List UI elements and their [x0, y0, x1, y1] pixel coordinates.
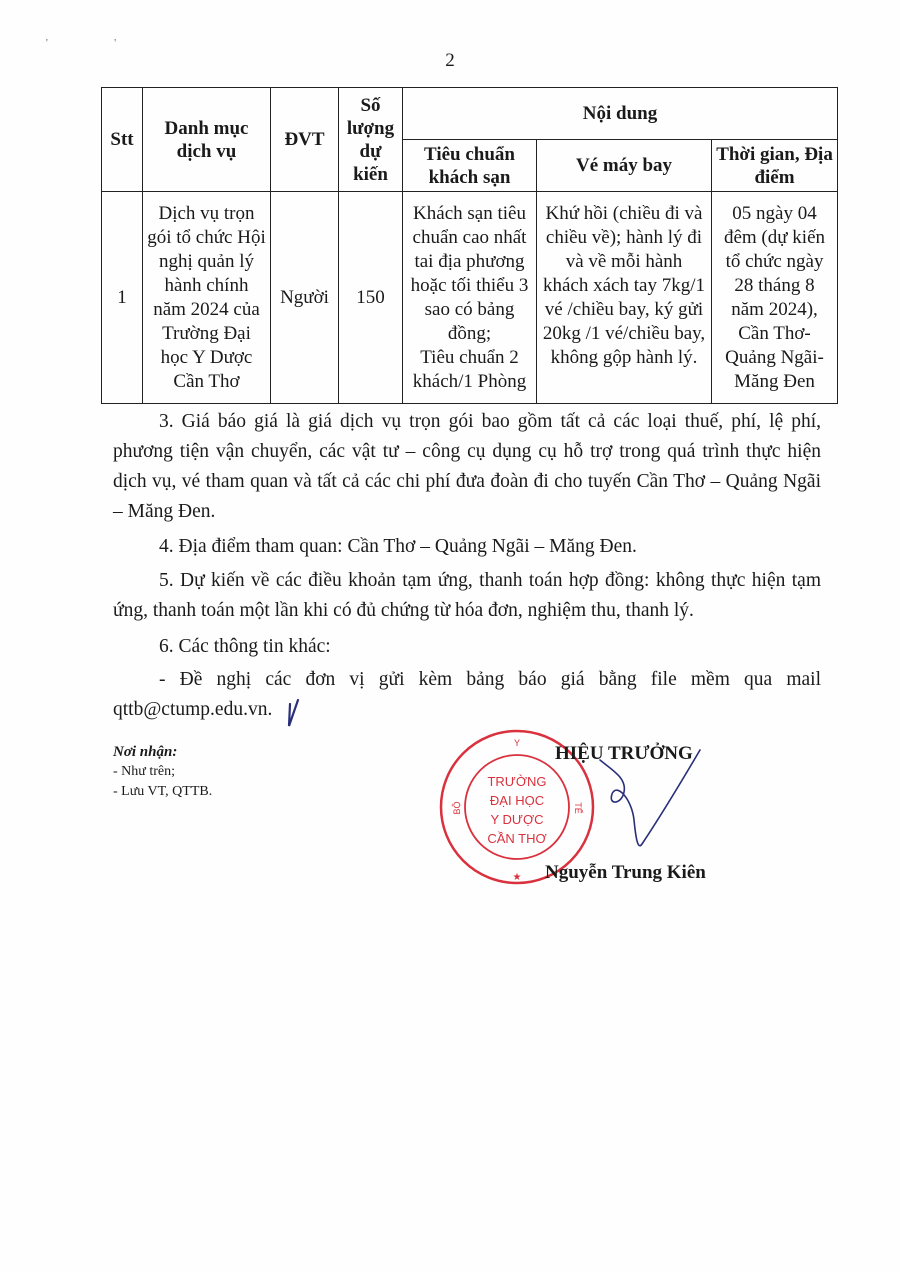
cell-category: Dịch vụ trọn gói tổ chức Hội nghị quản lý hành chính năm 2024 của Trường Đại học Y Dược Cần Thơ	[143, 192, 271, 404]
svg-text:Y: Y	[513, 738, 521, 748]
service-table	[101, 87, 838, 404]
recipient-item: - Như trên;	[113, 764, 176, 779]
cell-stt: 1	[102, 192, 143, 404]
header-category: Danh mục dịch vụ	[143, 88, 271, 192]
cell-time-place: 05 ngày 04 đêm (dự kiến tổ chức ngày 28 tháng 8 năm 2024), Cần Thơ- Quảng Ngãi- Măng Đen	[712, 192, 838, 404]
scan-specks: ' '	[46, 38, 149, 49]
paragraph-6: 6. Các thông tin khác:	[159, 636, 331, 657]
initial-mark-icon	[285, 696, 301, 732]
cell-hotel-line2: Tiêu chuẩn 2 khách/1 Phòng	[412, 347, 527, 392]
svg-text:BỘ: BỘ	[452, 801, 462, 815]
svg-text:ĐẠI HỌC: ĐẠI HỌC	[489, 793, 545, 808]
svg-text:Y DƯỢC: Y DƯỢC	[490, 812, 544, 827]
cell-unit: Người	[271, 192, 339, 404]
header-stt: Stt	[102, 88, 143, 192]
handwritten-signature	[572, 740, 722, 860]
signature-title: HIỆU TRƯỞNG	[555, 743, 693, 764]
recipients-label: Nơi nhận:	[113, 744, 178, 760]
header-time-place: Thời gian, Địa điểm	[712, 140, 838, 192]
svg-text:CẦN THƠ: CẦN THƠ	[487, 831, 547, 846]
header-quantity: Số lượng dự kiến	[339, 88, 403, 192]
cell-flight: Khứ hồi (chiều đi và chiều về); hành lý đi và về mỗi hành khách xách tay 7kg/1 vé /chiều bay, ký gửi 20kg /1 vé/chiều bay, không gộp hành lý.	[537, 192, 712, 404]
header-unit: ĐVT	[271, 88, 339, 192]
recipient-item: - Lưu VT, QTTB.	[113, 784, 213, 799]
header-content: Nội dung	[403, 88, 838, 140]
svg-text:TẾ: TẾ	[573, 802, 583, 814]
cell-quantity: 150	[339, 192, 403, 404]
recipients-block	[113, 742, 212, 802]
table-row	[102, 192, 838, 404]
cell-hotel	[403, 192, 537, 404]
paragraph-5: 5. Dự kiến về các điều khoản tạm ứng, thanh toán hợp đồng: không thực hiện tạm ứng, thanh toán một lần khi có đủ chứng từ hóa đơn, nghiệm thu, thanh lý.	[113, 570, 821, 621]
table-header-row	[102, 88, 838, 140]
cell-hotel-line1: Khách sạn tiêu chuẩn cao nhất tai địa phương hoặc tối thiểu 3 sao có bảng đồng;	[410, 203, 529, 344]
signer-name: Nguyễn Trung Kiên	[545, 862, 706, 883]
header-flight: Vé máy bay	[537, 140, 712, 192]
paragraph-3: 3. Giá báo giá là giá dịch vụ trọn gói bao gồm tất cả các loại thuế, phí, lệ phí, phương tiện vận chuyển, các vật tư – công cụ dụng cụ hỗ trợ trong quá trình thực hiện dịch vụ, vé tham quan và tất cả các chi phí đưa đoàn đi cho tuyến Cần Thơ – Quảng Ngãi – Măng Đen.	[113, 411, 821, 522]
header-hotel: Tiêu chuẩn khách sạn	[403, 140, 537, 192]
paragraph-4: 4. Địa điểm tham quan: Cần Thơ – Quảng Ngãi – Măng Đen.	[159, 536, 637, 557]
seal-star-icon: ★	[512, 872, 522, 883]
paragraph-6a: - Đề nghị các đơn vị gửi kèm bảng báo giá bằng file mềm qua mail qttb@ctump.edu.vn.	[113, 669, 821, 720]
svg-text:TRƯỜNG: TRƯỜNG	[487, 774, 547, 789]
page-number: 2	[445, 50, 455, 71]
